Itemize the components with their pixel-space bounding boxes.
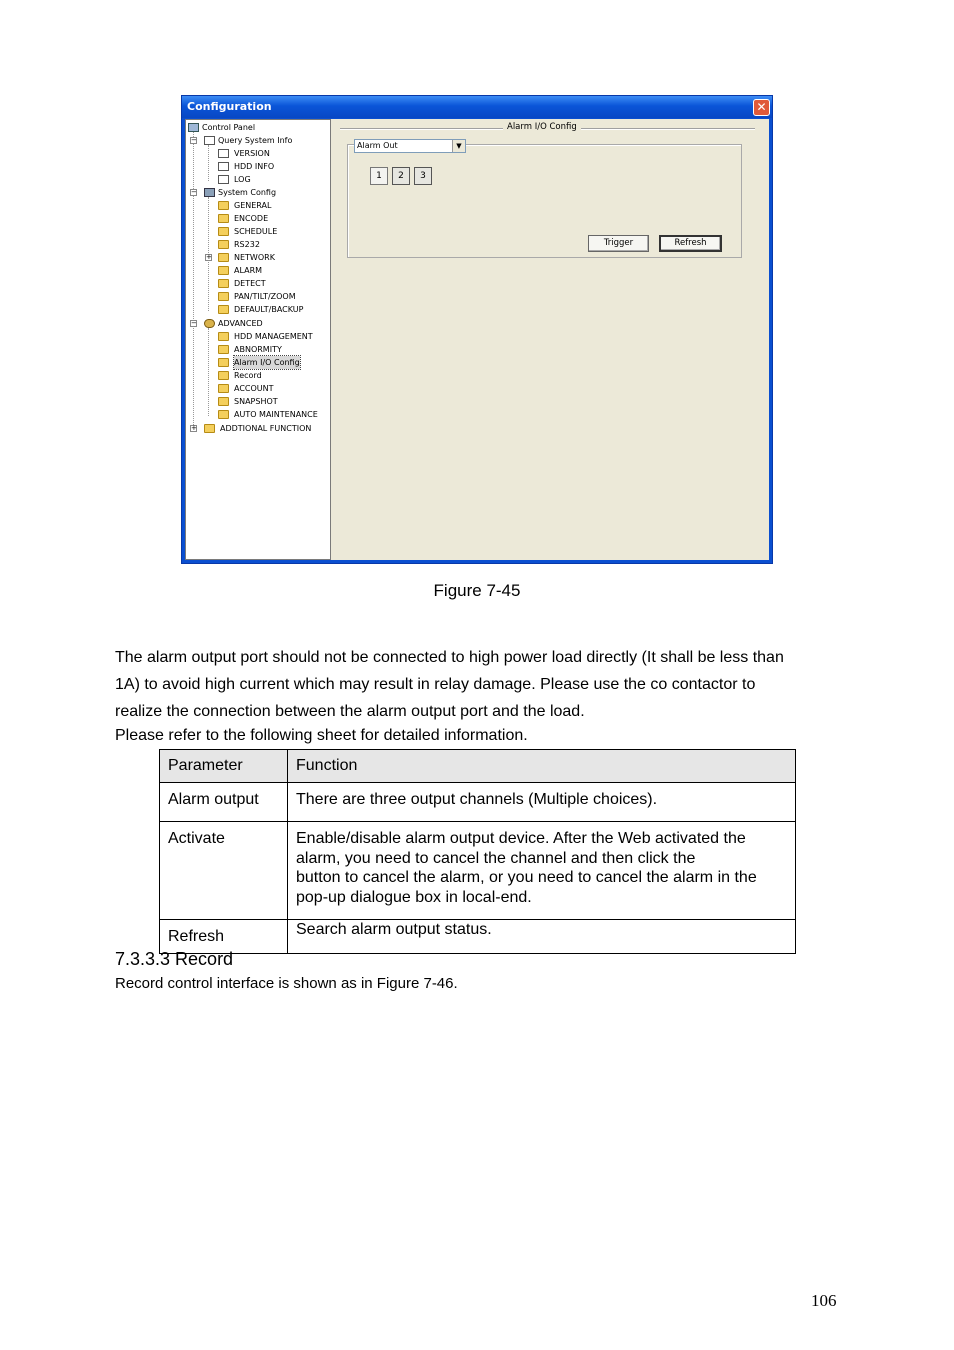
table-header-cell: Parameter <box>160 750 288 783</box>
table-cell-function <box>288 822 796 920</box>
body-paragraph-line: The alarm output port should not be connected to high power load directly (It shall be less than <box>115 649 784 666</box>
folder-open-icon <box>218 358 229 367</box>
function-line: alarm, you need to cancel the channel and then click the <box>296 849 696 867</box>
tools-icon <box>204 188 215 197</box>
tree-item-label: ENCODE <box>234 214 269 223</box>
select-value: Alarm Out <box>357 141 398 150</box>
tree-item-label: SCHEDULE <box>234 227 278 236</box>
tree-connector <box>193 132 194 427</box>
config-tree <box>185 119 331 560</box>
collapse-icon[interactable]: − <box>191 319 197 327</box>
tree-item-label: HDD INFO <box>234 162 275 171</box>
document-icon <box>204 136 215 145</box>
folder-icon <box>218 305 229 314</box>
tree-item-label: ADVANCED <box>218 319 263 328</box>
folder-icon <box>218 201 229 210</box>
function-line: button to cancel the alarm, or you need to cancel the alarm in the <box>296 869 757 886</box>
table-cell-function: Search alarm output status. <box>288 920 796 954</box>
tree-item-label: HDD MANAGEMENT <box>234 332 313 341</box>
folder-icon <box>218 397 229 406</box>
collapse-icon[interactable]: − <box>191 136 197 144</box>
body-paragraph-line: realize the connection between the alarm output port and the load. <box>115 703 585 720</box>
computer-icon <box>188 123 199 132</box>
body-paragraph-line: 1A) to avoid high current which may result in relay damage. Please use the co contactor to <box>115 676 756 693</box>
table-cell-param: Activate <box>160 822 288 920</box>
tree-item-label: Record <box>234 371 262 380</box>
config-panel <box>335 119 769 560</box>
tree-item-label: Alarm I/O Config <box>234 358 300 367</box>
table-cell-param: Alarm output <box>160 783 288 822</box>
alarm-type-select[interactable] <box>354 139 466 153</box>
tree-item-label: Query System Info <box>218 136 293 145</box>
tree-item-label: System Config <box>218 188 277 197</box>
tree-item-label: Control Panel <box>202 123 256 132</box>
tree-item-label: RS232 <box>234 240 260 249</box>
folder-icon <box>218 410 229 419</box>
tree-item-label: ADDTIONAL FUNCTION <box>220 424 312 433</box>
document-icon <box>218 149 229 158</box>
folder-icon <box>218 240 229 249</box>
function-line: pop-up dialogue box in local-end. <box>296 888 532 906</box>
refresh-button[interactable]: Refresh <box>659 235 722 252</box>
tree-item-label: PAN/TILT/ZOOM <box>234 292 296 301</box>
section-text: Record control interface is shown as in Figure 7-46. <box>115 975 458 992</box>
table-cell-function: There are three output channels (Multiple choices). <box>288 783 796 822</box>
tree-item-label: ABNORMITY <box>234 345 282 354</box>
table-header-cell: Function <box>288 750 796 783</box>
channel-3-checkbox[interactable]: 3 <box>414 167 432 185</box>
window-titlebar <box>182 96 772 118</box>
folder-icon <box>218 227 229 236</box>
table-row <box>160 783 796 822</box>
channel-1-checkbox[interactable]: 1 <box>370 167 388 185</box>
folder-icon <box>204 424 215 433</box>
function-line: Enable/disable alarm output device. After the Web activated the <box>296 830 746 847</box>
tree-item-label: SNAPSHOT <box>234 397 278 406</box>
folder-icon <box>218 253 229 262</box>
expand-icon[interactable]: + <box>206 253 212 261</box>
channel-2-checkbox[interactable]: 2 <box>392 167 410 185</box>
configuration-window <box>181 95 773 564</box>
expand-icon[interactable]: + <box>191 424 197 432</box>
section-heading: 7.3.3.3 Record <box>115 949 234 969</box>
document-icon <box>218 162 229 171</box>
tree-item-label: DEFAULT/BACKUP <box>234 305 304 314</box>
table-header-row <box>160 750 796 783</box>
table-cell-param: Refresh <box>160 920 288 954</box>
folder-icon <box>218 371 229 380</box>
table-row <box>160 920 796 954</box>
page-number: 106 <box>811 1291 837 1310</box>
gears-icon <box>204 319 215 328</box>
tree-item-label: LOG <box>234 175 251 184</box>
tree-item-label: AUTO MAINTENANCE <box>234 410 318 419</box>
tree-item-label: NETWORK <box>234 253 275 262</box>
tree-item-label: VERSION <box>234 149 270 158</box>
document-icon <box>218 175 229 184</box>
window-title: Configuration <box>187 100 272 113</box>
tree-connector <box>208 328 209 416</box>
folder-icon <box>218 384 229 393</box>
body-paragraph-line: Please refer to the following sheet for detailed information. <box>115 727 528 744</box>
table-row <box>160 822 796 920</box>
figure-caption: Figure 7-45 <box>433 581 521 600</box>
folder-icon <box>218 214 229 223</box>
tree-item-label: DETECT <box>234 279 266 288</box>
window-client <box>185 119 769 560</box>
dropdown-arrow-icon[interactable]: ▼ <box>452 140 465 152</box>
folder-icon <box>218 266 229 275</box>
group-title: Alarm I/O Config <box>503 122 581 132</box>
folder-icon <box>218 345 229 354</box>
folder-icon <box>218 292 229 301</box>
folder-icon <box>218 279 229 288</box>
collapse-icon[interactable]: − <box>191 188 197 196</box>
tree-item-label: ALARM <box>234 266 263 275</box>
close-icon[interactable]: ✕ <box>753 99 770 116</box>
parameter-table <box>159 749 796 954</box>
tree-item-label: GENERAL <box>234 201 272 210</box>
tree-item-label: ACCOUNT <box>234 384 274 393</box>
folder-icon <box>218 332 229 341</box>
trigger-button[interactable]: Trigger <box>588 235 649 252</box>
tree-connector <box>208 145 209 181</box>
